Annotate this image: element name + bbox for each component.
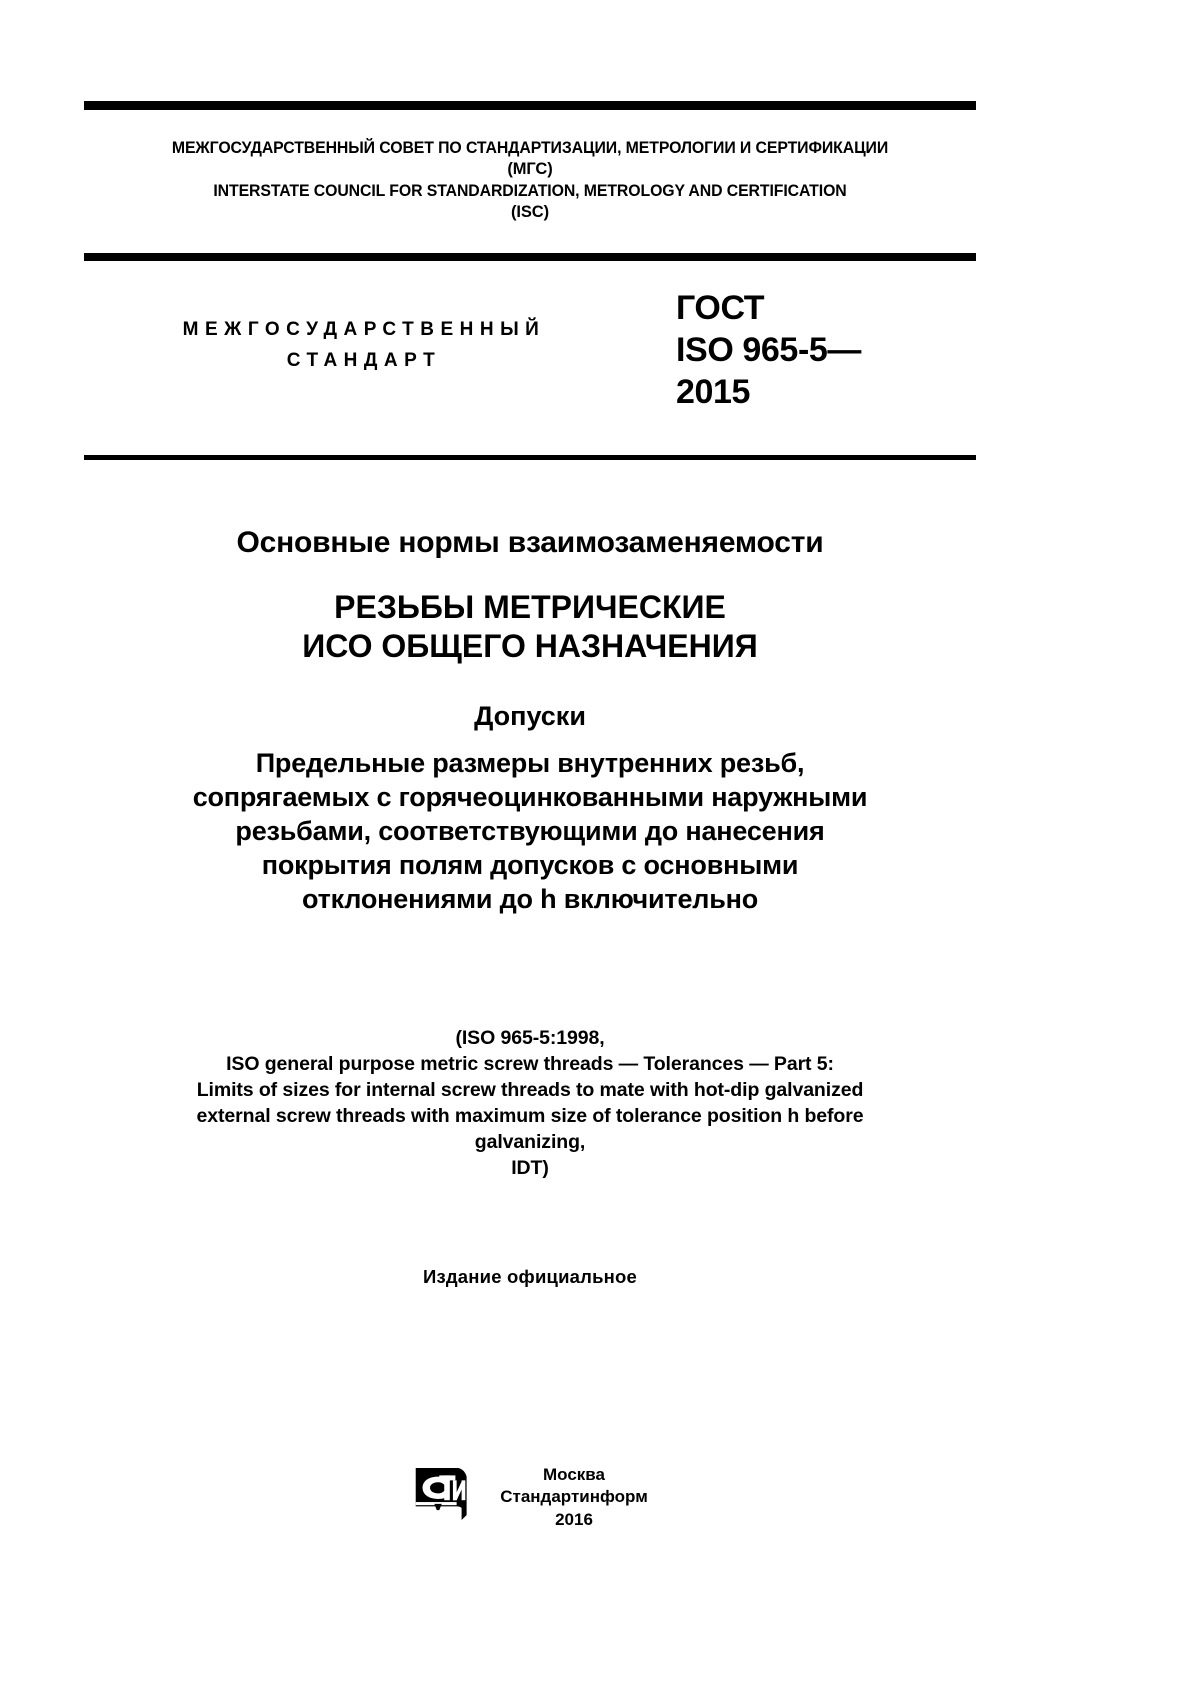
main-title-line-1: РЕЗЬБЫ МЕТРИЧЕСКИЕ bbox=[334, 589, 726, 625]
scope-subtitle-block bbox=[78, 746, 982, 916]
page-content-column bbox=[84, 0, 976, 1697]
tolerances-subtitle-block bbox=[84, 700, 976, 732]
standard-type-line-1: МЕЖГОСУДАРСТВЕННЫЙ bbox=[182, 319, 546, 340]
publisher-info bbox=[500, 1463, 648, 1531]
masthead-council-ru-abbr: (МГС) bbox=[507, 160, 553, 179]
masthead-bottom-rule bbox=[84, 253, 976, 261]
scope-line-3: резьбами, соответствующими до нанесения bbox=[235, 816, 825, 847]
standard-number bbox=[654, 288, 976, 413]
publisher-footer bbox=[84, 1463, 976, 1531]
title-category: Основные нормы взаимозаменяемости bbox=[236, 526, 824, 559]
scope-line-1: Предельные размеры внутренних резьб, bbox=[255, 748, 805, 778]
iso-reference-line-4: external screw threads with maximum size of tolerance position h before bbox=[196, 1104, 864, 1127]
iso-reference-line-1: (ISO 965-5:1998, bbox=[455, 1027, 605, 1049]
publisher-name: Стандартинформ bbox=[500, 1487, 648, 1507]
scope-line-5: отклонениями до h включительно bbox=[301, 884, 759, 915]
title-block bbox=[84, 525, 976, 561]
top-rule bbox=[84, 101, 976, 110]
standard-number-line-1: ГОСТ bbox=[676, 289, 765, 327]
scope-line-4: покрытия полям допусков с основными bbox=[261, 850, 799, 881]
iso-reference-block bbox=[84, 1026, 976, 1182]
official-edition-note: Издание официальное bbox=[422, 1266, 638, 1287]
standard-number-line-3: 2015 bbox=[676, 372, 751, 411]
masthead-council-en: INTERSTATE COUNCIL FOR STANDARDIZATION, METROLOGY AND CERTIFICATION bbox=[213, 181, 847, 200]
standard-designation-band bbox=[84, 288, 976, 413]
standard-number-line-2: ISO 965-5— bbox=[676, 330, 861, 369]
tolerances-subtitle: Допуски bbox=[474, 701, 586, 731]
iso-reference-line-6: IDT) bbox=[511, 1156, 549, 1179]
publication-year: 2016 bbox=[555, 1509, 593, 1529]
iso-reference-line-5: galvanizing, bbox=[474, 1130, 586, 1153]
standartinform-logo-icon bbox=[412, 1463, 474, 1525]
iso-reference-line-2: ISO general purpose metric screw threads — Tolerances — Part 5: bbox=[226, 1052, 834, 1075]
masthead-council-en-abbr: (ISC) bbox=[511, 203, 549, 222]
masthead-block bbox=[84, 138, 976, 224]
masthead-council-ru: МЕЖГОСУДАРСТВЕННЫЙ СОВЕТ ПО СТАНДАРТИЗАЦИИ, МЕТРОЛОГИИ И СЕРТИФИКАЦИИ bbox=[171, 139, 889, 157]
scope-line-2: сопрягаемых с горячеоцинкованными наружными bbox=[192, 782, 868, 813]
publisher-city: Москва bbox=[543, 1465, 605, 1484]
standard-type-label bbox=[84, 288, 644, 377]
standard-type-line-2: СТАНДАРТ bbox=[286, 350, 442, 372]
band-bottom-rule bbox=[84, 455, 976, 460]
main-title-line-2: ИСО ОБЩЕГО НАЗНАЧЕНИЯ bbox=[302, 628, 758, 665]
main-title-block bbox=[84, 588, 976, 666]
iso-reference-line-3: Limits of sizes for internal screw threads to mate with hot-dip galvanized bbox=[196, 1078, 864, 1101]
